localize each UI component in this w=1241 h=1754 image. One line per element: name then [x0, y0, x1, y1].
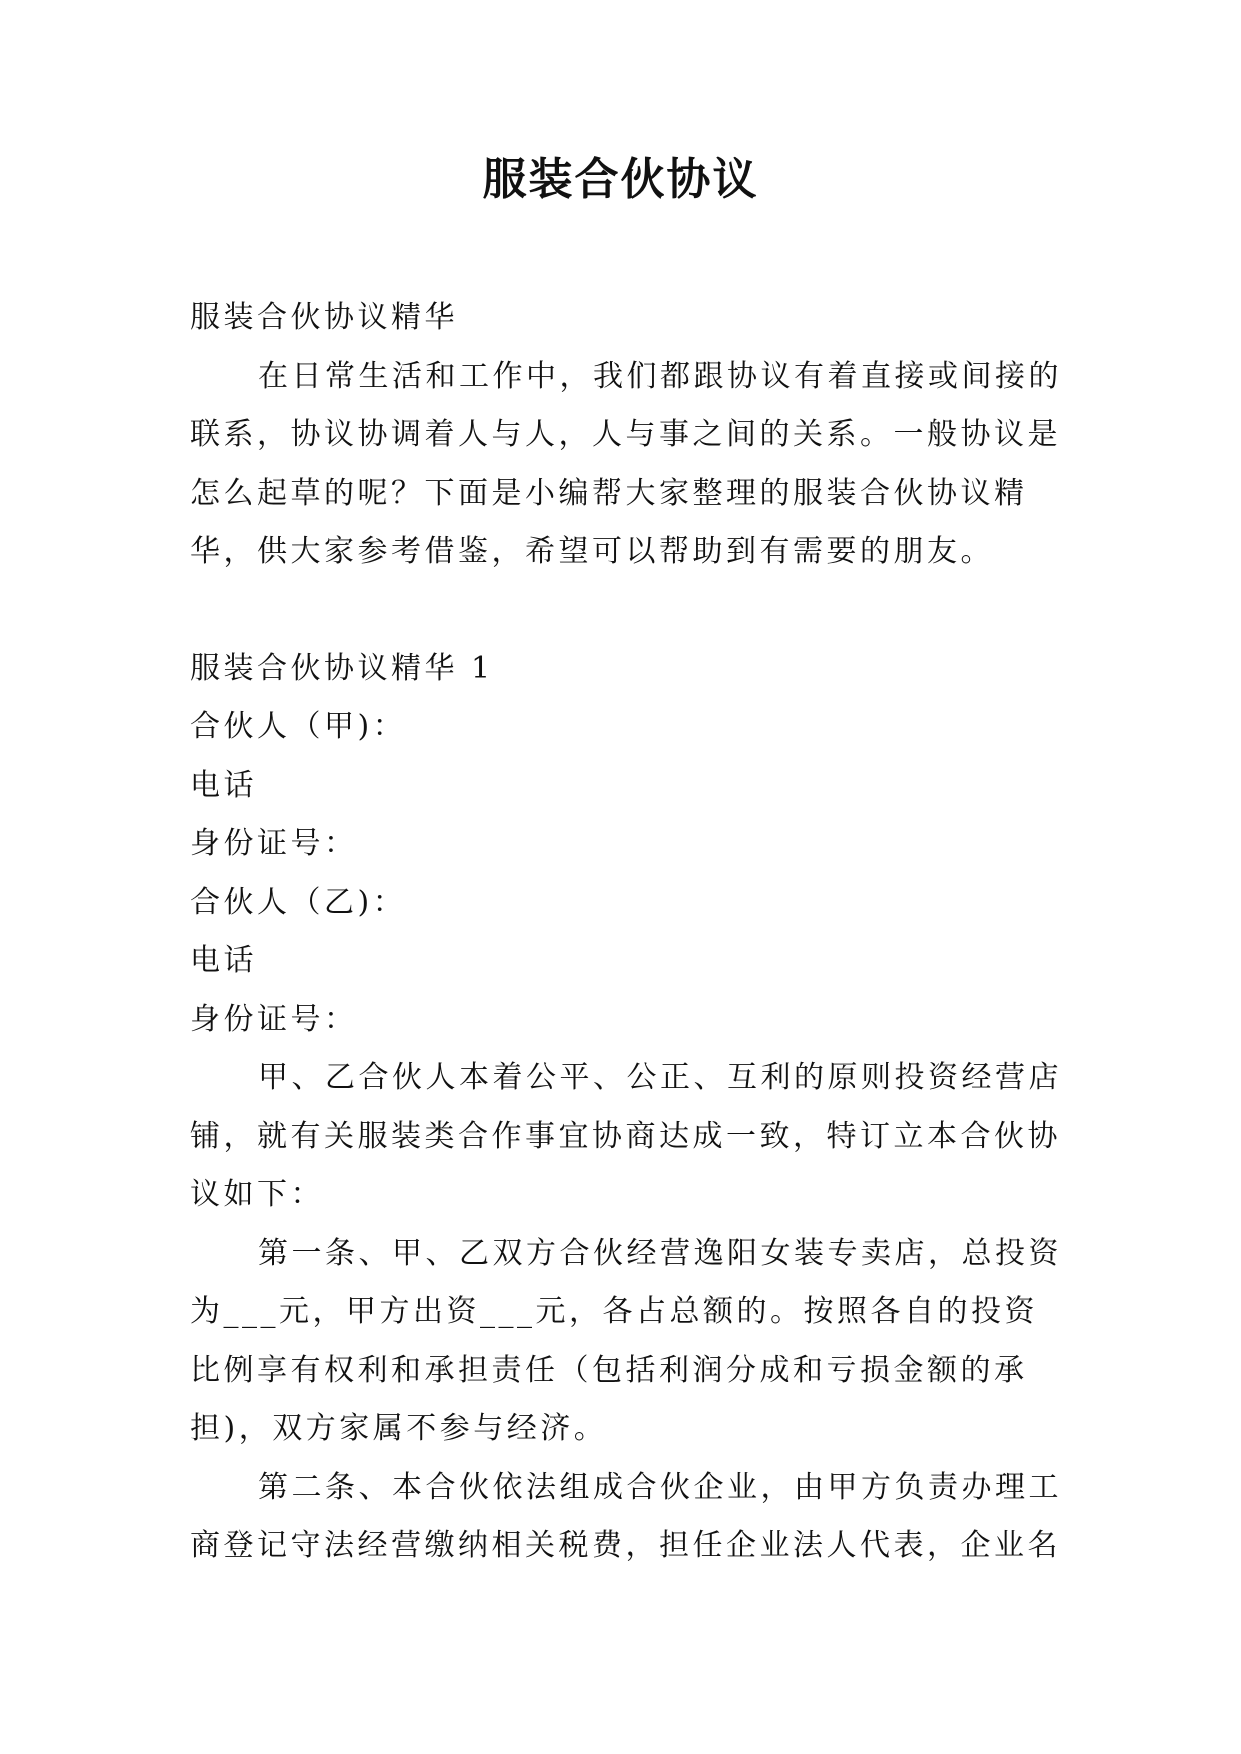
- partner-a-field: 合伙人（甲)：: [190, 709, 407, 744]
- preamble-paragraph: 甲、乙合伙人本着公平、公正、互利的原则投资经营店铺，就有关服装类合作事宜协商达成一致，特订立本合伙协议如下：: [190, 1060, 1062, 1212]
- id-b-field: 身份证号：: [190, 1001, 358, 1037]
- intro-paragraph: 在日常生活和工作中，我们都跟协议有着直接或间接的联系，协议协调着人与人，人与事之间的关系。一般协议是怎么起草的呢？下面是小编帮大家整理的服装合伙协议精华，供大家参考借鉴，希望可以帮助到有需要的朋友。: [190, 358, 1062, 569]
- document-title: 服装合伙协议: [482, 154, 759, 205]
- id-a-field: 身份证号：: [190, 826, 358, 861]
- article-2-paragraph: 第二条、本合伙依法组成合伙企业，由甲方负责办理工商登记守法经营缴纳相关税费，担任企业法人代表，企业名: [190, 1469, 1062, 1563]
- section-heading: 服装合伙协议精华 1: [190, 650, 494, 686]
- phone-a-field: 电话: [190, 767, 257, 803]
- partner-b-field: 合伙人（乙)：: [190, 884, 407, 920]
- spacer: [190, 582, 1070, 640]
- document-subtitle: 服装合伙协议精华: [190, 300, 458, 335]
- phone-b-field: 电话: [190, 943, 257, 978]
- document-body: [190, 289, 1070, 1576]
- article-1-paragraph: 第一条、甲、乙双方合伙经营逸阳女装专卖店，总投资为___元，甲方出资___元，各占总额的。按照各自的投资比例享有权利和承担责任（包括利润分成和亏损金额的承担)，双方家属不参与经济。: [190, 1235, 1062, 1446]
